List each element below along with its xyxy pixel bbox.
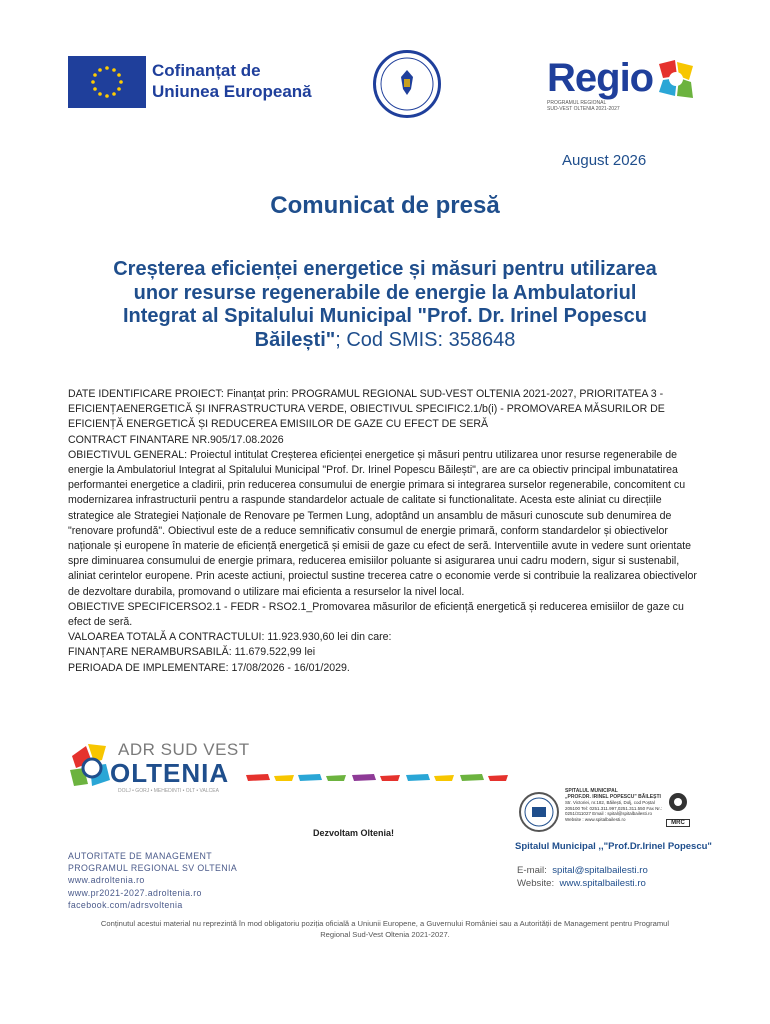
contact-link[interactable]: www.adroltenia.ro	[68, 875, 145, 886]
disclaimer: Conținutul acestui material nu reprezintă în mod obligatoriu poziția oficială a Uniunii Europene, a Guvernului României sau a Autorității de Management pentru Programul Regional Sud-Vest Oltenia 2021-2027.	[100, 919, 670, 939]
specific-objectives: OBIECTIVE SPECIFICERSO2.1 - FEDR - RSO2.1_Promovarea măsurilor de eficiență energetică și reducerea emisiilor de gaze cu efect de seră.	[68, 600, 684, 629]
hospital-address: Str. Victoriei, nr.182, Băilești, Dolj, cod Poștal 205100 Tel: 0251.311.997,0251.311.550 Fax Nr.: 0251/311027 Email : spital@spitalbailesti.ro Website : www.spitalbailesti.ro	[565, 800, 663, 822]
adr-logo-top: ADR SUD VEST	[118, 740, 250, 759]
project-smis-code: ; Cod SMIS: 358648	[335, 328, 516, 351]
eu-line2: Uniunea Europeană	[152, 82, 312, 101]
mrc-label: MRC	[666, 819, 690, 827]
project-identification: DATE IDENTIFICARE PROIECT: Finanțat prin: PROGRAMUL REGIONAL SUD-VEST OLTENIA 2021-2027, PRIORITATEA 3 - EFICIENȚAENERGETICĂ ȘI INFRASTRUCTURA VERDE, OBIECTIVUL SPECIFIC2.1/b(i) - PROMOVAREA MĂSURILOR DE EFICIENȚĂ ENERGETICĂ ȘI REDUCEREA EMISIILOR DE GAZE CU EFECT DE SERĂ	[68, 388, 665, 431]
contact-link[interactable]: facebook.com/adrsvoltenia	[68, 899, 183, 910]
total-value: VALOAREA TOTALĂ A CONTRACTULUI: 11.923.930,60 lei din care:	[68, 631, 392, 644]
romanian-government-seal	[373, 50, 441, 118]
mrc-certification-logo	[666, 792, 690, 828]
non-reimbursable-financing: FINANȚARE NERAMBURSABILĂ: 11.679.522,99 lei	[68, 646, 316, 659]
slogan: Dezvoltam Oltenia!	[313, 828, 395, 838]
press-release-body	[68, 387, 698, 676]
project-title	[95, 258, 675, 352]
adr-logo-counties: DOLJ • GORJ • MEHEDINTI • OLT • VALCEA	[118, 788, 219, 794]
hospital-contact	[517, 864, 648, 890]
contract-number: CONTRACT FINANTARE NR.905/17.08.2026	[68, 433, 284, 446]
eu-cofinancing-label	[152, 60, 312, 102]
eu-flag-logo	[68, 56, 146, 108]
implementation-period: PERIOADA DE IMPLEMENTARE: 17/08/2026 - 16/01/2029.	[68, 661, 350, 674]
contact-line: AUTORITATE DE MANAGEMENT	[68, 851, 213, 861]
contact-line: PROGRAMUL REGIONAL SV OLTENIA	[68, 863, 238, 874]
website-label: Website:	[517, 878, 555, 889]
project-title-bold: Creșterea eficienței energetice și măsuri pentru utilizarea unor resurse regenerabile de energie la Ambulatoriul Integrat al Spitalului Municipal "Prof. Dr. Irinel Popescu Băilești"	[113, 258, 657, 351]
adr-logo-big: OLTENIA	[110, 758, 230, 788]
regio-mosaic-icon	[655, 58, 697, 102]
hospital-name: Spitalul Municipal ,,"Prof.Dr.Irinel Popescu"	[515, 841, 712, 852]
page-title: Comunicat de presă	[270, 192, 500, 219]
hospital-head-1: SPITALUL MUNICIPAL	[565, 788, 618, 794]
regio-word: Regio	[547, 56, 654, 100]
managing-authority-contact	[68, 850, 237, 911]
hospital-head-2: „PROF.DR. IRINEL POPESCU" BĂILEȘTI	[565, 793, 661, 800]
hospital-seal	[519, 792, 559, 832]
email-link[interactable]: spital@spitalbailesti.ro	[552, 865, 648, 876]
contact-link[interactable]: www.pr2021-2027.adroltenia.ro	[68, 887, 202, 898]
website-link[interactable]: www.spitalbailesti.ro	[559, 878, 646, 889]
press-release-date: August 2026	[562, 152, 647, 169]
hospital-letterhead	[565, 789, 665, 823]
general-objective: OBIECTIVUL GENERAL: Proiectul intitulat Creșterea eficienței energetice și măsuri pentru utilizarea unor resurse regenerabile de energie la Ambulatoriul Integrat al Spitalului Municipal "Prof. Dr. Irinel Popescu Băilești", are are ca obiectiv principal imbunatatirea performantei energetice a cladirii, prin reducerea consumului de energie primara si integrarea surselor regenerabile, concomitent cu modernizarea infrastructurii pentru a raspunde standardelor actuale de calitate si functionalitate. Acesta este aliniat cu direcțiile strategice ale Strategiei Naționale de Renovare pe Termen Lung, adoptând un ansamblu de măsuri cunoscute sub denumirea de "renovare profundă". Obiectivul este de a reduce semnificativ consumul de energie primară, conform standardelor și obiectivelor naționale și europene în materie de eficiență energetică și emisii de gaze cu efect de seră. Interventiile avute in vedere sunt orientate spre diminuarea consumului de energie primara, reducerea emisiilor poluante si asigurarea unui cadru modern, sigur si sustenabil, aliniat cerintelor europene. Prin aceste actiuni, proiectul sustine trecerea catre o economie verde si contribuie la realizarea obiectivelor de dezvoltare durabila, promovand o utilizare mai eficienta a resurselor la nivel local.	[68, 448, 697, 598]
eu-line1: Cofinanțat de	[152, 61, 261, 80]
regio-logo	[547, 56, 697, 116]
regio-subtitle-1: PROGRAMUL REGIONAL	[547, 100, 607, 106]
regio-subtitle-2: SUD-VEST OLTENIA 2021-2027	[547, 106, 620, 112]
email-label: E-mail:	[517, 865, 547, 876]
decorative-color-stripe	[246, 773, 508, 783]
